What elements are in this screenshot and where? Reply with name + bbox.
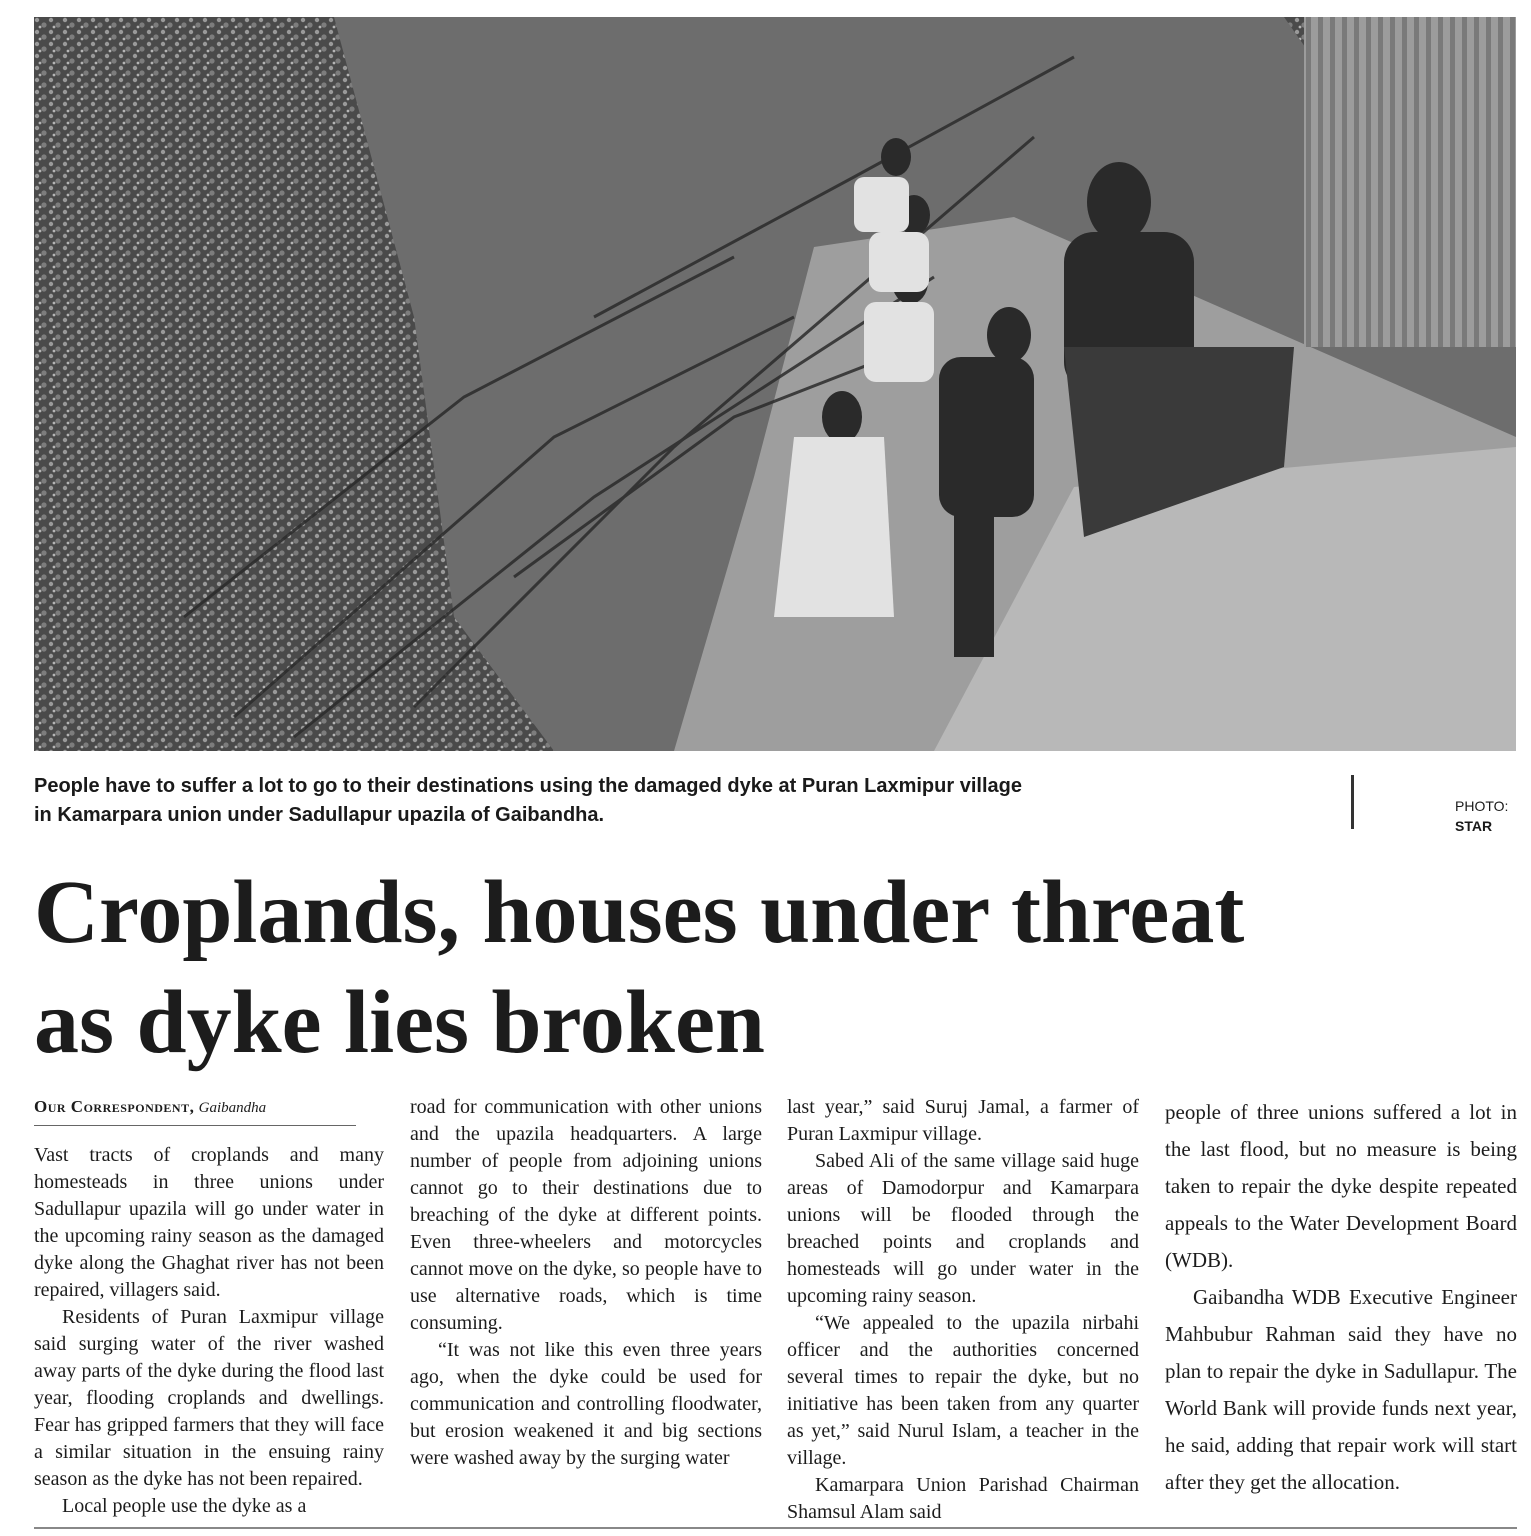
paragraph: “We appealed to the upazila nirbahi officer and the authorities concerned several times to repair the dyke, but no initiative has been taken from any quarter as yet,” said Nurul Islam, a teacher in the village. [787,1312,1139,1469]
paragraph: Kamarpara Union Parishad Chairman Shamsul Alam said [787,1474,1139,1523]
photo-credit-source: STAR [1455,818,1493,834]
article-headline [34,858,1524,1078]
paragraph: Local people use the dyke as a [62,1495,307,1517]
byline-place: Gaibandha [198,1100,267,1116]
page-bottom-rule [34,1527,1517,1529]
headline-line-1: Croplands, houses under threat [34,863,1245,962]
byline [34,1094,356,1126]
photo-credit [1455,796,1525,836]
paragraph: Sabed Ali of the same village said huge areas of Damodorpur and Kamarpara unions will be flooded through the breached points and croplands and homesteads will go under water in the upcoming rainy season. [787,1150,1139,1307]
caption-divider [1351,775,1354,829]
paragraph: Residents of Puran Laxmipur village said surging water of the river washed away parts of the dyke during the flood last year, flooding croplands and dwellings. Fear has gripped farmers that they will face a similar situation in the ensuing rainy season as the dyke has not been repaired. [34,1306,384,1490]
photo-caption: People have to suffer a lot to go to their destinations using the damaged dyke at Puran Laxmipur village in Kamarpara union under Sadullapur upazila of Gaibandha. [34,775,1022,826]
article-column-3 [787,1094,1139,1536]
paragraph: road for communication with other unions and the upazila headquarters. A large number of people from adjoining unions cannot go to their destinations due to breaching of the dyke at different points. Even three-wheelers and motorcycles cannot move on the dyke, so people have to use alternative roads, which is time consuming. [410,1096,762,1334]
photo-credit-label: PHOTO: [1455,798,1509,814]
paragraph: people of three unions suffered a lot in the last flood, but no measure is being taken to repair the dyke despite repeated appeals to the Water Development Board (WDB). [1165,1100,1517,1272]
paragraph: Gaibandha WDB Executive Engineer Mahbubur Rahman said they have no plan to repair the dyke in Sadullapur. The World Bank will provide funds next year, he said, adding that repair work will start after they get the allocation. [1165,1285,1517,1494]
paragraph: Vast tracts of croplands and many homesteads in three unions under Sadullapur upazila will go under water in the upcoming rainy season as the damaged dyke along the Ghaghat river has not been repaired, villagers said. [34,1144,384,1301]
news-photo [34,17,1516,751]
byline-name: Our Correspondent, [34,1097,195,1116]
article-column-4 [1165,1094,1517,1536]
article-column-2 [410,1094,762,1536]
paragraph: “It was not like this even three years ago, when the dyke could be used for communication and controlling floodwater, but erosion weakened it and big sections were washed away by the surging water [410,1339,762,1469]
article-column-1 [34,1094,384,1536]
paragraph: last year,” said Suruj Jamal, a farmer of Puran Laxmipur village. [787,1096,1139,1145]
headline-line-2: as dyke lies broken [34,973,765,1072]
